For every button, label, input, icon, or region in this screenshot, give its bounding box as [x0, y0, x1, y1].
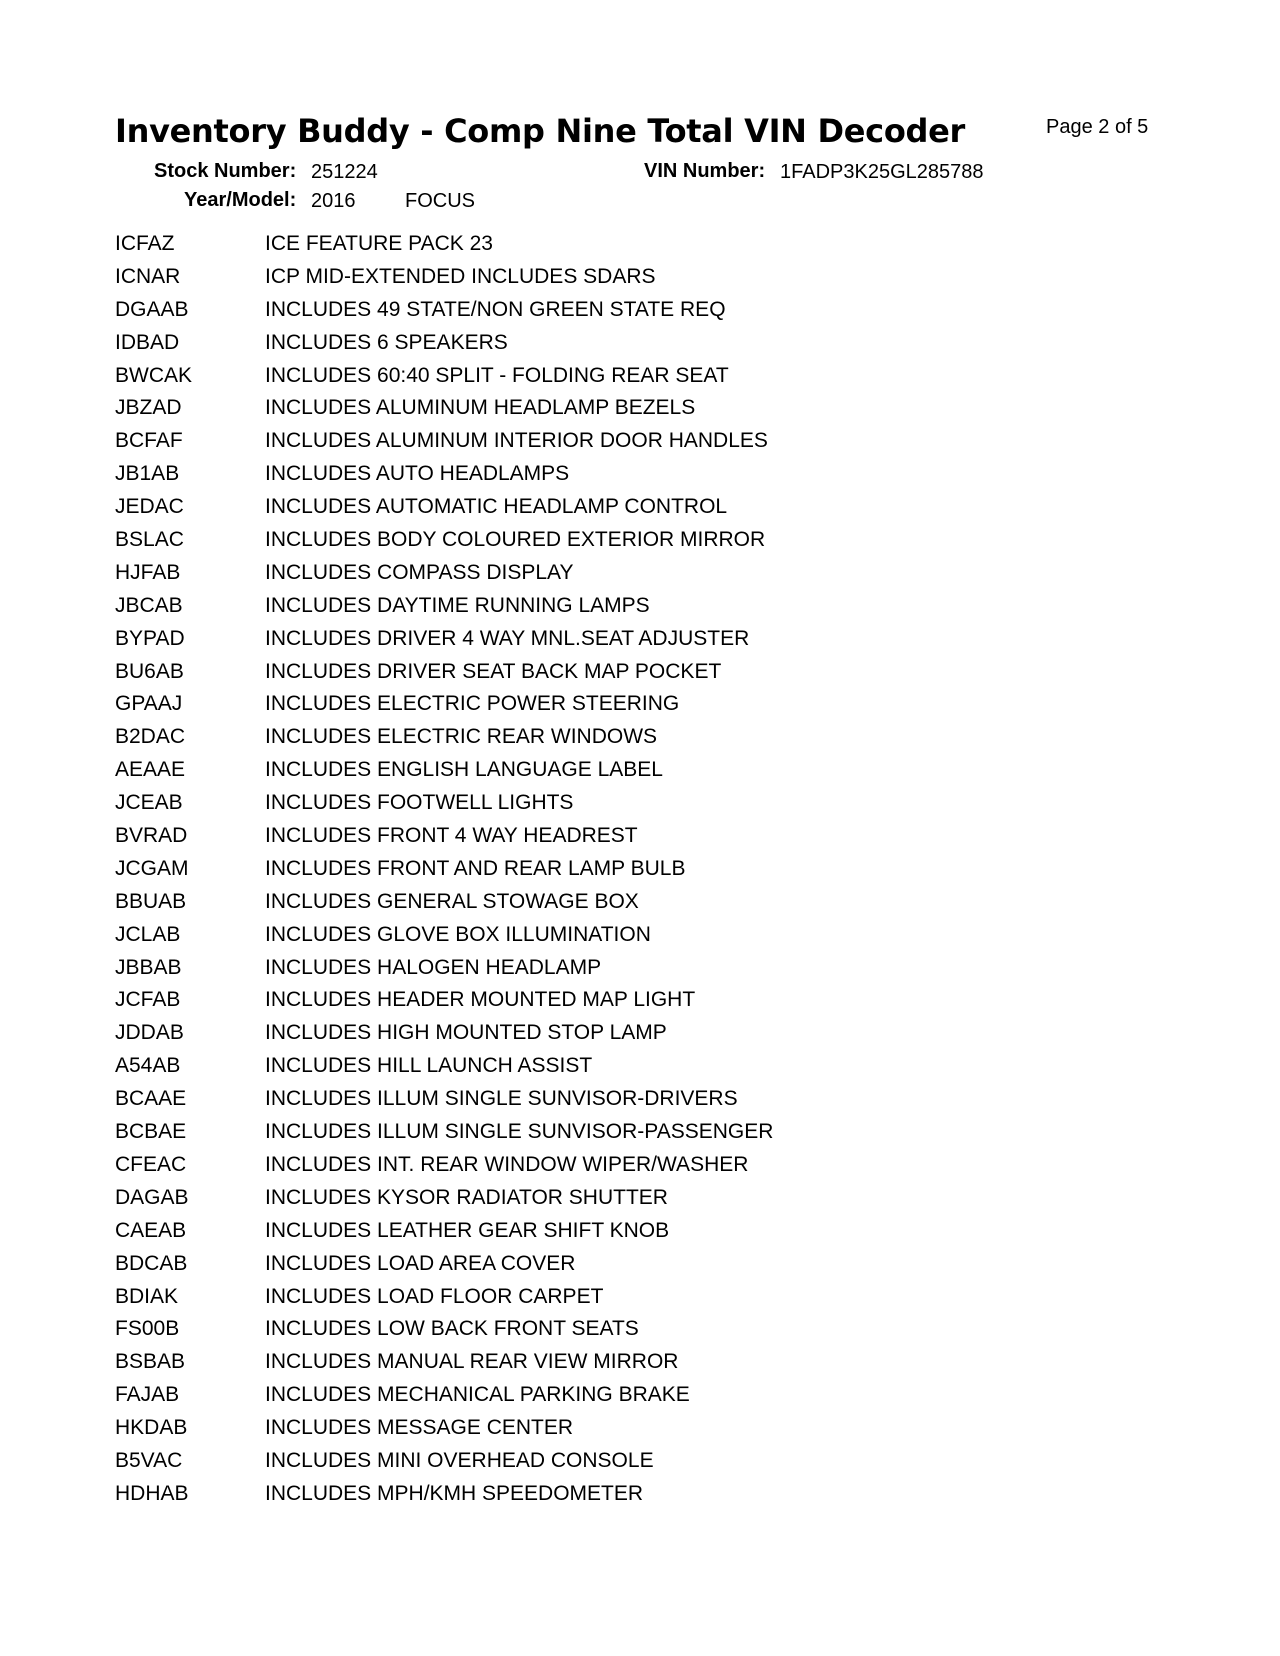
option-code: GPAAJ	[115, 692, 183, 716]
option-code: CFEAC	[115, 1152, 187, 1176]
option-description: INCLUDES MANUAL REAR VIEW MIRROR	[265, 1350, 679, 1374]
stock-number-label: Stock Number:	[154, 160, 297, 182]
option-description: INCLUDES ENGLISH LANGUAGE LABEL	[265, 758, 663, 782]
option-code: DGAAB	[115, 297, 189, 321]
option-code: JCGAM	[115, 856, 189, 880]
option-description: INCLUDES COMPASS DISPLAY	[265, 560, 574, 584]
option-description: INCLUDES ALUMINUM HEADLAMP BEZELS	[265, 396, 696, 420]
option-description: INCLUDES LEATHER GEAR SHIFT KNOB	[265, 1218, 670, 1242]
option-code: JEDAC	[115, 495, 184, 519]
option-description: INCLUDES LOW BACK FRONT SEATS	[265, 1317, 639, 1341]
option-description: INCLUDES HILL LAUNCH ASSIST	[265, 1054, 593, 1078]
option-description: INCLUDES ILLUM SINGLE SUNVISOR-PASSENGER	[265, 1120, 774, 1144]
stock-number-value: 251224	[311, 161, 378, 183]
option-description: INCLUDES MPH/KMH SPEEDOMETER	[265, 1481, 644, 1505]
option-description: INCLUDES MESSAGE CENTER	[265, 1416, 574, 1440]
option-code: FAJAB	[115, 1383, 180, 1407]
option-code: BWCAK	[115, 363, 193, 387]
option-description: ICE FEATURE PACK 23	[265, 232, 493, 255]
option-description: INCLUDES 6 SPEAKERS	[265, 330, 508, 354]
option-code: HJFAB	[115, 560, 181, 584]
option-description: INCLUDES FRONT AND REAR LAMP BULB	[265, 856, 686, 880]
option-code: FS00B	[115, 1317, 180, 1341]
option-code: BU6AB	[115, 659, 184, 683]
option-code: JB1AB	[115, 462, 180, 486]
page-indicator: Page 2 of 5	[1046, 116, 1149, 138]
document-title: Inventory Buddy - Comp Nine Total VIN Decoder	[115, 112, 966, 150]
option-code: JBBAB	[115, 955, 182, 979]
option-code: BDIAK	[115, 1284, 179, 1308]
option-code: BCAAE	[115, 1087, 187, 1111]
option-description: INCLUDES FRONT 4 WAY HEADREST	[265, 824, 638, 848]
option-description: INCLUDES DRIVER SEAT BACK MAP POCKET	[265, 659, 722, 683]
option-code: IDBAD	[115, 330, 180, 354]
option-description: INCLUDES 60:40 SPLIT - FOLDING REAR SEAT	[265, 363, 729, 387]
option-description: INCLUDES GLOVE BOX ILLUMINATION	[265, 922, 651, 946]
model-value: FOCUS	[405, 190, 475, 212]
option-description: INCLUDES MECHANICAL PARKING BRAKE	[265, 1383, 690, 1407]
option-description: INCLUDES ELECTRIC REAR WINDOWS	[265, 725, 658, 749]
option-description: INCLUDES AUTO HEADLAMPS	[265, 462, 570, 486]
option-description: INCLUDES HIGH MOUNTED STOP LAMP	[265, 1021, 667, 1045]
option-code: BDCAB	[115, 1251, 188, 1275]
option-code: BVRAD	[115, 824, 188, 848]
option-description: INCLUDES ELECTRIC POWER STEERING	[265, 692, 680, 716]
option-description: INCLUDES DAYTIME RUNNING LAMPS	[265, 593, 650, 617]
option-code: B5VAC	[115, 1448, 183, 1472]
option-description: INCLUDES FOOTWELL LIGHTS	[265, 791, 574, 815]
option-description: INCLUDES INT. REAR WINDOW WIPER/WASHER	[265, 1152, 749, 1176]
option-description: INCLUDES GENERAL STOWAGE BOX	[265, 889, 639, 913]
option-code: BBUAB	[115, 889, 187, 913]
option-code: JBCAB	[115, 593, 183, 617]
option-code: CAEAB	[115, 1218, 187, 1242]
option-code: BYPAD	[115, 626, 185, 650]
option-code: BSLAC	[115, 528, 184, 552]
option-code: ICNAR	[115, 264, 181, 288]
option-code: JCEAB	[115, 791, 183, 815]
option-code: JCLAB	[115, 922, 181, 946]
option-code: BCFAF	[115, 429, 183, 453]
option-description: ICP MID-EXTENDED INCLUDES SDARS	[265, 264, 656, 288]
option-code: BSBAB	[115, 1350, 186, 1374]
option-code: BCBAE	[115, 1120, 187, 1144]
option-description: INCLUDES LOAD FLOOR CARPET	[265, 1284, 604, 1308]
option-description: INCLUDES 49 STATE/NON GREEN STATE REQ	[265, 297, 726, 321]
option-code: ICFAZ	[115, 232, 175, 255]
option-code: HKDAB	[115, 1416, 188, 1440]
year-value: 2016	[311, 190, 356, 212]
option-description: INCLUDES AUTOMATIC HEADLAMP CONTROL	[265, 495, 728, 519]
option-code: A54AB	[115, 1054, 181, 1078]
option-description: INCLUDES KYSOR RADIATOR SHUTTER	[265, 1185, 668, 1209]
option-description: INCLUDES HEADER MOUNTED MAP LIGHT	[265, 988, 696, 1012]
option-code: DAGAB	[115, 1185, 189, 1209]
option-code: JDDAB	[115, 1021, 184, 1045]
option-code: AEAAE	[115, 758, 186, 782]
option-description: INCLUDES DRIVER 4 WAY MNL.SEAT ADJUSTER	[265, 626, 750, 650]
option-code: JBZAD	[115, 396, 182, 420]
year-model-label: Year/Model:	[184, 189, 297, 211]
option-description: INCLUDES HALOGEN HEADLAMP	[265, 955, 602, 979]
option-code: JCFAB	[115, 988, 181, 1012]
option-description: INCLUDES BODY COLOURED EXTERIOR MIRROR	[265, 528, 766, 552]
option-description: INCLUDES ILLUM SINGLE SUNVISOR-DRIVERS	[265, 1087, 738, 1111]
option-code: HDHAB	[115, 1481, 189, 1505]
vin-number-label: VIN Number:	[644, 160, 766, 182]
option-description: INCLUDES ALUMINUM INTERIOR DOOR HANDLES	[265, 429, 768, 453]
option-description: INCLUDES MINI OVERHEAD CONSOLE	[265, 1448, 654, 1472]
option-code: B2DAC	[115, 725, 186, 749]
option-description: INCLUDES LOAD AREA COVER	[265, 1251, 576, 1275]
vin-number-value: 1FADP3K25GL285788	[780, 161, 984, 183]
